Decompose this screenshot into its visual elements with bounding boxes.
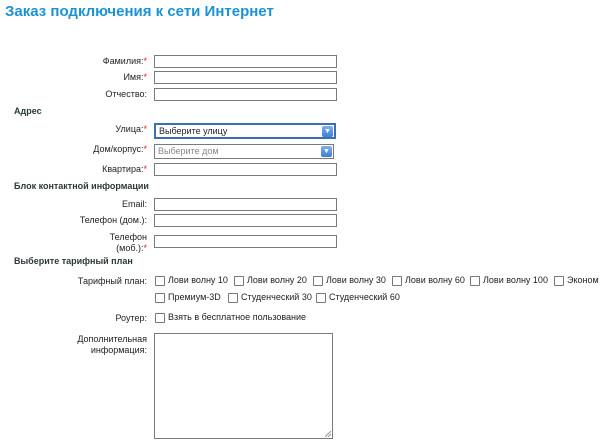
street-select-value: Выберите улицу <box>159 126 228 136</box>
phone-mobile-input[interactable] <box>154 235 337 248</box>
tariff-checkbox-6[interactable] <box>155 293 165 303</box>
tariff-option-4: Лови волну 100 <box>483 275 548 285</box>
street-label: Улица:* <box>115 124 147 134</box>
tariff-option-5: Эконом <box>567 275 599 285</box>
required-mark: * <box>143 56 147 66</box>
tariff-checkbox-5[interactable] <box>554 276 564 286</box>
tariff-checkbox-2[interactable] <box>313 276 323 286</box>
tariff-checkbox-7[interactable] <box>228 293 238 303</box>
tariff-option-2: Лови волну 30 <box>326 275 386 285</box>
tariff-option-8: Студенческий 60 <box>329 292 400 302</box>
router-checkbox[interactable] <box>155 313 165 323</box>
chevron-down-icon[interactable]: ▼ <box>322 126 333 137</box>
tariff-checkbox-8[interactable] <box>316 293 326 303</box>
address-heading: Адрес <box>14 106 42 116</box>
street-select[interactable] <box>154 123 336 139</box>
resize-grip-icon[interactable] <box>325 431 331 437</box>
phone-mobile-label: Телефон (моб.):* <box>109 232 147 253</box>
patronymic-label: Отчество: <box>105 89 147 99</box>
email-input[interactable] <box>154 198 337 211</box>
required-mark: * <box>143 243 147 253</box>
tariff-checkbox-1[interactable] <box>234 276 244 286</box>
apartment-label: Квартира:* <box>102 164 147 174</box>
email-label: Email: <box>121 199 147 209</box>
tariff-option-3: Лови волну 60 <box>405 275 465 285</box>
page-title: Заказ подключения к сети Интернет <box>5 3 274 20</box>
name-label: Имя:* <box>123 72 147 82</box>
tariff-checkbox-0[interactable] <box>155 276 165 286</box>
phone-home-input[interactable] <box>154 214 337 227</box>
contacts-heading: Блок контактной информации <box>14 181 149 191</box>
additional-info-textarea[interactable] <box>154 333 333 439</box>
required-mark: * <box>143 72 147 82</box>
chevron-down-icon[interactable]: ▼ <box>321 146 332 157</box>
house-label: Дом/корпус:* <box>93 144 147 154</box>
tariff-option-7: Студенческий 30 <box>241 292 312 302</box>
router-option: Взять в бесплатное пользование <box>168 312 307 322</box>
required-mark: * <box>143 164 147 174</box>
patronymic-input[interactable] <box>154 88 337 101</box>
tariff-option-1: Лови волну 20 <box>247 275 307 285</box>
additional-info-label: Дополнительная информация: <box>77 334 147 355</box>
tariff-checkbox-3[interactable] <box>392 276 402 286</box>
surname-label: Фамилия:* <box>102 56 147 66</box>
surname-input[interactable] <box>154 55 337 68</box>
router-label: Роутер: <box>115 313 147 323</box>
house-select-value: Выберите дом <box>158 146 219 156</box>
apartment-input[interactable] <box>154 163 337 176</box>
tariff-checkbox-4[interactable] <box>470 276 480 286</box>
name-input[interactable] <box>154 71 337 84</box>
tariff-label: Тарифный план: <box>77 276 147 286</box>
required-mark: * <box>143 124 147 134</box>
required-mark: * <box>143 144 147 154</box>
phone-home-label: Телефон (дом.): <box>79 215 147 225</box>
tariff-option-6: Премиум-3D <box>168 292 221 302</box>
house-select[interactable] <box>154 144 334 159</box>
tariff-heading: Выберите тарифный план <box>14 256 133 266</box>
tariff-option-0: Лови волну 10 <box>168 275 228 285</box>
